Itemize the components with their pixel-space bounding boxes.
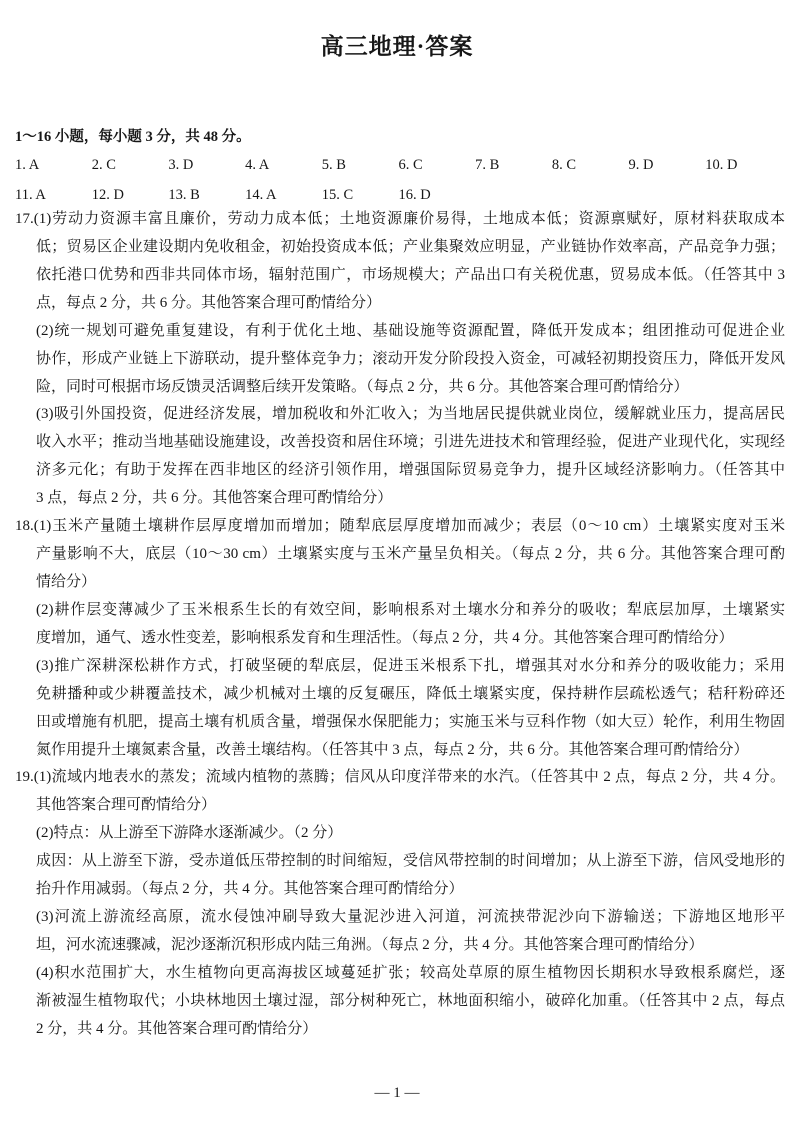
choice-answer: 11. A: [15, 187, 46, 203]
answer-body: [15, 206, 785, 1044]
choice-answer: 14. A: [245, 187, 277, 203]
q18-part1-line: 18.(1)玉米产量随土壤耕作层厚度增加而增加；随犁底层厚度增加而减少；表层（0～10 cm）土壤紧实度对玉米: [15, 518, 785, 535]
q18-part3-line: (3)推广深耕深松耕作方式，打破坚硬的犁底层，促进玉米根系下扎，增强其对水分和养分的吸收能力；采用: [36, 657, 785, 674]
q19-part3-line: (3)河流上游流经高原，流水侵蚀冲刷导致大量泥沙进入河道，河流挟带泥沙向下游输送；下游地区地形平: [36, 909, 785, 926]
page-number: — 1 —: [374, 1085, 420, 1101]
choice-answer: 10. D: [705, 157, 738, 173]
q17-part3-line: (3)吸引外国投资，促进经济发展，增加税收和外汇收入；为当地居民提供就业岗位，缓解就业压力，提高居民: [36, 406, 785, 423]
q19-part2-cause-line: 抬升作用减弱。（每点 2 分，共 4 分。其他答案合理可酌情给分）: [36, 881, 464, 898]
q18-part2-line: (2)耕作层变薄减少了玉米根系生长的有效空间，影响根系对土壤水分和养分的吸收；犁底层加厚，土壤紧实: [36, 601, 785, 618]
q19-part3-line: 坦，河水流速骤减，泥沙逐渐沉积形成内陆三角洲。（每点 2 分，共 4 分。其他答案合理可酌情给分）: [36, 936, 704, 953]
choice-section-header: 1～16 小题，每小题 3 分，共 48 分。: [15, 129, 251, 145]
choice-answers-grid: [15, 150, 782, 210]
q18-part3-line: 田或增施有机肥，提高土壤有机质含量，增强保水保肥能力；实施玉米与豆科作物（如大豆）轮作，利用生物固: [36, 713, 785, 730]
q17-part2-line: 险，同时可根据市场反馈灵活调整后续开发策略。（每点 2 分，共 6 分。其他答案合理可酌情给分）: [36, 378, 689, 395]
q18-part2-line: 度增加，通气、透水性变差，影响根系发育和生理活性。（每点 2 分，共 4 分。其他答案合理可酌情给分）: [36, 629, 734, 646]
page-title: 高三地理·答案: [320, 34, 474, 59]
q19-part2-line: (2)特点：从上游至下游降水逐渐减少。（2 分）: [36, 825, 343, 842]
choice-answer: 15. C: [321, 187, 354, 203]
q17-part1-line: 依托港口优势和西非共同体市场，辐射范围广，市场规模大；产品出口有关税优惠，贸易成本低。（任答其中 3: [36, 266, 785, 283]
q18-part1-line: 产量影响不大，底层（10～30 cm）土壤紧实度与玉米产量呈负相关。（每点 2 分，共 6 分。其他答案合理可酌: [36, 546, 785, 563]
choice-answer: 7. B: [475, 157, 500, 173]
choice-answer: 1. A: [15, 157, 40, 173]
q18-part1-line: 情给分）: [36, 573, 97, 590]
choice-answer: 3. D: [168, 157, 194, 173]
q17-part1-line: 17.(1)劳动力资源丰富且廉价，劳动力成本低；土地资源廉价易得，土地成本低；资源禀赋好，原材料获取成本: [15, 211, 785, 227]
choice-answer: 5. B: [321, 157, 346, 173]
q19-part2-cause-line: 成因：从上游至下游，受赤道低压带控制的时间缩短，受信风带控制的时间增加；从上游至下游，信风受地形的: [36, 853, 785, 870]
q19-part4-line: 渐被湿生植物取代；小块林地因土壤过湿，部分树种死亡，林地面积缩小，破碎化加重。（任答其中 2 点，每点: [36, 992, 785, 1009]
choice-answer: 9. D: [628, 157, 654, 173]
q17-part3-line: 收入水平；推动当地基础设施建设，改善投资和居住环境；引进先进技术和管理经验，促进产业现代化，实现经: [36, 434, 785, 451]
choice-answer: 13. B: [168, 187, 200, 203]
q17-part2-line: (2)统一规划可避免重复建设，有利于优化土地、基础设施等资源配置，降低开发成本；组团推动可促进企业: [36, 322, 785, 339]
q19-part1-line: 其他答案合理可酌情给分）: [36, 797, 217, 814]
choice-answer: 4. A: [245, 157, 270, 173]
q18-part3-line: 免耕播种或少耕覆盖技术，减少机械对土壤的反复碾压，降低土壤紧实度，保持耕作层疏松透气；秸秆粉碎还: [36, 685, 785, 702]
q17-part1-line: 低；贸易区企业建设期内免收租金，初始投资成本低；产业集聚效应明显，产业链协作效率高，产品竞争力强；: [36, 238, 785, 255]
q18-part3-line: 氮作用提升土壤氮素含量，改善土壤结构。（任答其中 3 点，每点 2 分，共 6 分。其他答案合理可酌情给分）: [36, 741, 749, 758]
q17-part3-line: 3 点，每点 2 分，共 6 分。其他答案合理可酌情给分）: [36, 490, 393, 507]
q17-part2-line: 协作，形成产业链上下游联动，提升整体竞争力；滚动开发分阶段投入资金，可减轻初期投资压力，降低开发风: [36, 350, 785, 367]
choice-answer: 16. D: [398, 187, 431, 203]
choice-answer: 2. C: [91, 157, 116, 173]
q19-part4-line: (4)积水范围扩大，水生植物向更高海拔区域蔓延扩张；较高处草原的原生植物因长期积水导致根系腐烂，逐: [36, 964, 785, 981]
q17-part3-line: 济多元化；有助于发挥在西非地区的经济引领作用，增强国际贸易竞争力，提升区域经济影响力。（任答其中: [36, 462, 785, 479]
choice-answer: 8. C: [551, 157, 576, 173]
choice-answer: 12. D: [91, 187, 124, 203]
q17-part1-line: 点，每点 2 分，共 6 分。其他答案合理可酌情给分）: [36, 294, 382, 311]
q19-part4-line: 2 分，共 4 分。其他答案合理可酌情给分）: [36, 1020, 318, 1037]
q19-part1-line: 19.(1)流域内地表水的蒸发；流域内植物的蒸腾；信风从印度洋带来的水汽。（任答其中 2 点，每点 2 分，共 4 分。: [15, 769, 785, 786]
choice-answer: 6. C: [398, 157, 423, 173]
